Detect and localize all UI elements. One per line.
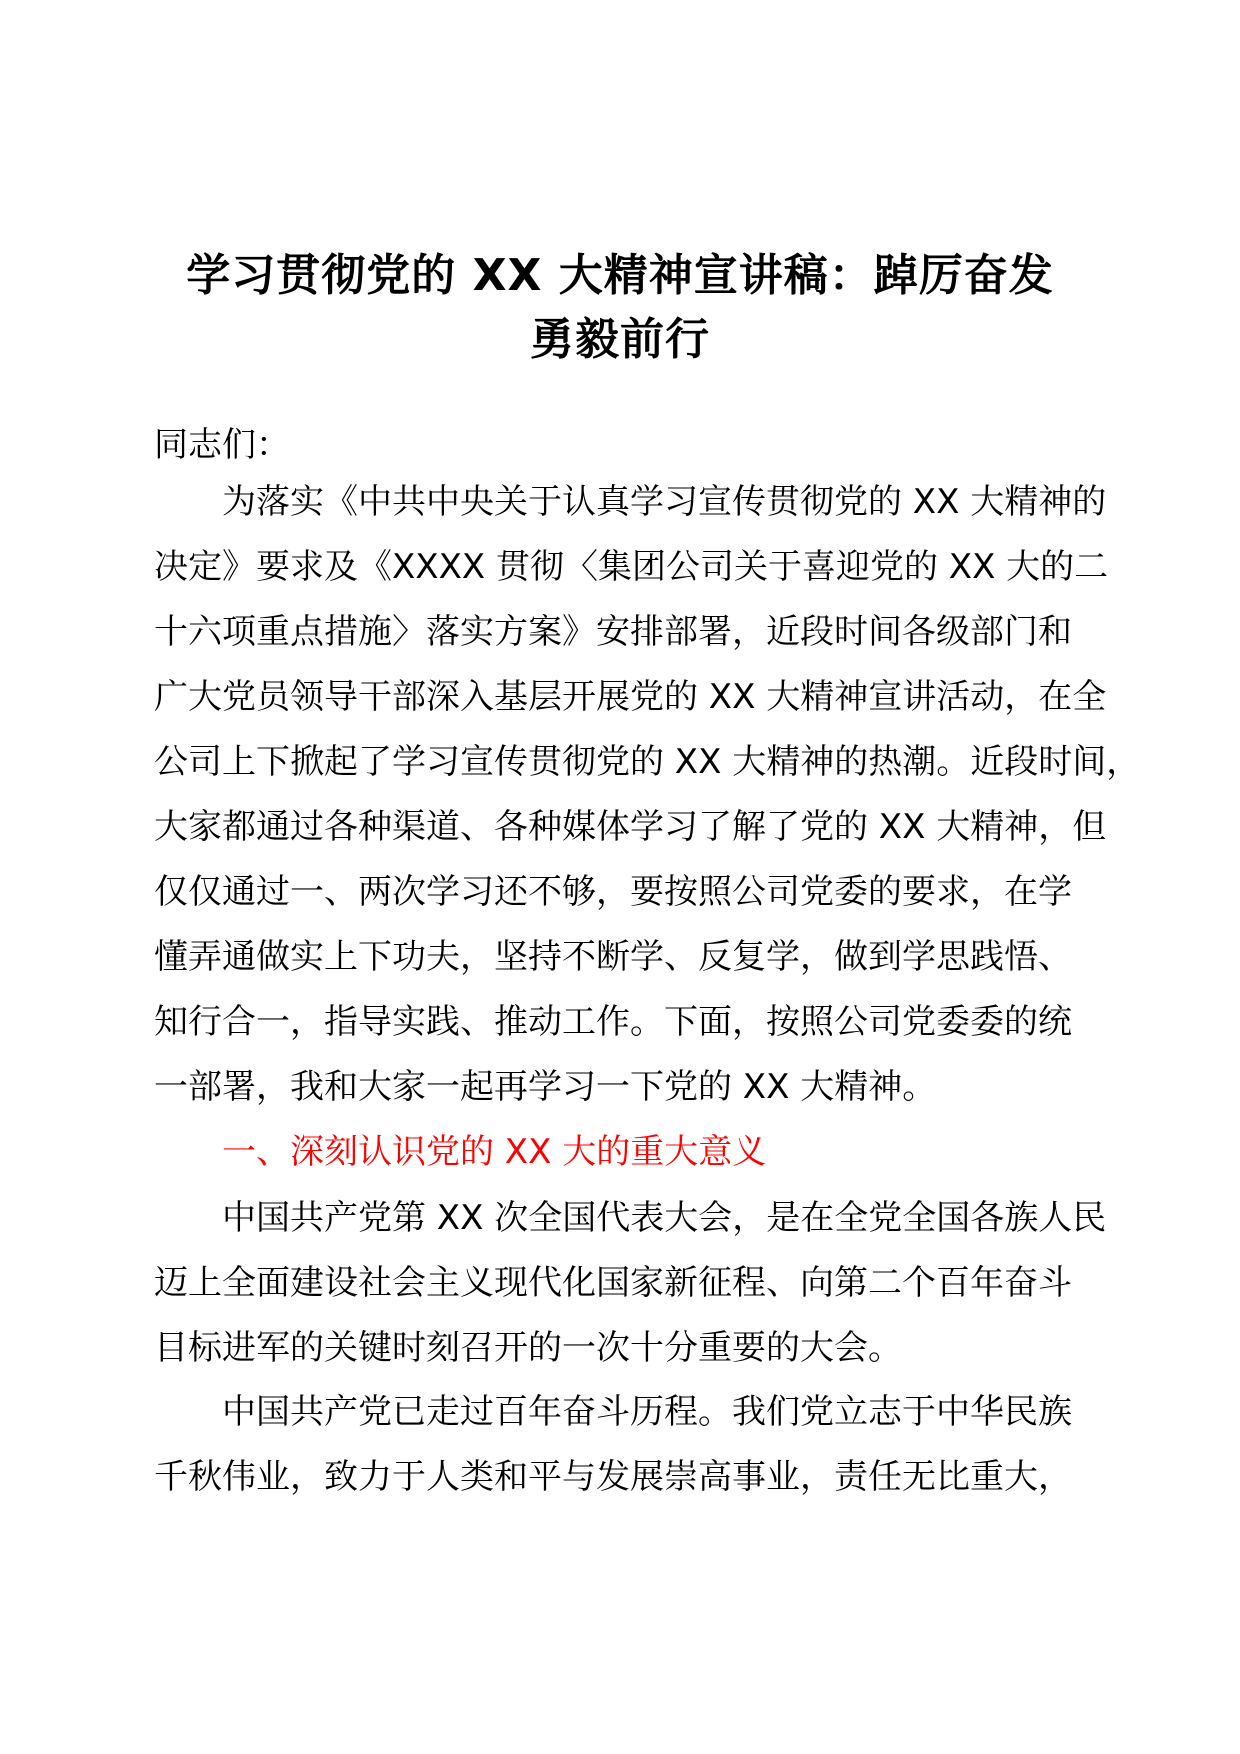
- paragraph-1-line: 懂弄通做实上下功夫，坚持不断学、反复学，做到学思践悟、: [154, 937, 1072, 977]
- document-title-line-2: 勇毅前行: [530, 314, 710, 365]
- paragraph-3: [154, 1380, 1114, 1510]
- paragraph-2-line: 目标进军的关键时刻召开的一次十分重要的大会。: [154, 1328, 902, 1368]
- paragraph-1-line: 知行合一，指导实践、推动工作。下面，按照公司党委委的统: [154, 1002, 1072, 1042]
- paragraph-1-line: 决定》要求及《XXXX 贯彻〈集团公司关于喜迎党的 XX 大的二: [154, 547, 1109, 587]
- paragraph-1-line: 为落实《中共中央关于认真学习宣传贯彻党的 XX 大精神的: [222, 482, 1107, 522]
- paragraph-1-line: 一部署，我和大家一起再学习一下党的 XX 大精神。: [154, 1067, 937, 1107]
- paragraph-1-line: 公司上下掀起了学习宣传贯彻党的 XX 大精神的热潮。近段时间，: [154, 742, 1141, 782]
- salutation: 同志们：: [154, 425, 290, 465]
- paragraph-2-line: 中国共产党第 XX 次全国代表大会，是在全党全国各族人民: [222, 1198, 1107, 1238]
- paragraph-3-line: 千秋伟业，致力于人类和平与发展崇高事业，责任无比重大，: [154, 1457, 1072, 1497]
- document-title-line-1: 学习贯彻党的 XX 大精神宣讲稿：踔厉奋发: [186, 250, 1054, 301]
- paragraph-1-line: 广大党员领导干部深入基层开展党的 XX 大精神宣讲活动，在全: [154, 677, 1107, 717]
- paragraph-2: [154, 1186, 1114, 1381]
- section-heading-1: 一、深刻认识党的 XX 大的重大意义: [222, 1132, 767, 1172]
- paragraph-1-line: 仅仅通过一、两次学习还不够，要按照公司党委的要求，在学: [154, 872, 1072, 912]
- paragraph-1-line: 大家都通过各种渠道、各种媒体学习了解了党的 XX 大精神，但: [154, 807, 1107, 847]
- paragraph-2-line: 迈上全面建设社会主义现代化国家新征程、向第二个百年奋斗: [154, 1263, 1072, 1303]
- paragraph-1-line: 十六项重点措施〉落实方案》安排部署，近段时间各级部门和: [154, 612, 1072, 652]
- paragraph-1: [154, 470, 1141, 1120]
- paragraph-3-line: 中国共产党已走过百年奋斗历程。我们党立志于中华民族: [222, 1392, 1072, 1432]
